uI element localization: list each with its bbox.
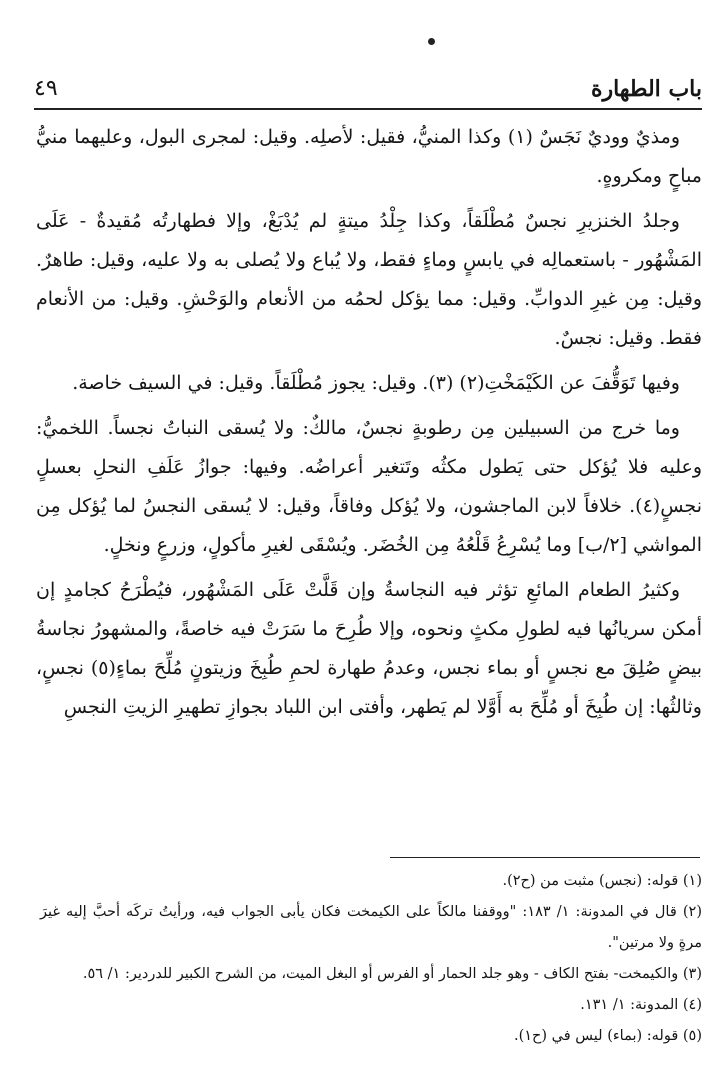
- footnote: (٥) قوله: (بماء) ليس في (ح١).: [513, 1028, 702, 1044]
- page-header: [34, 74, 702, 110]
- paragraph: ومذيٌ ووديٌ نَجَسٌ (١) وكذا المنيُّ، فقيل: لأصلِه. وقيل: لمجرى البول، وعليهما منيُّ مباحٍ ومكروهٍ.: [36, 126, 702, 187]
- paragraph: وما خرج من السبيلين مِن رطوبةٍ نجسٌ، مالكٌ: ولا يُسقى النباتُ نجساً. اللخميُّ: وعليه فلا يُؤكل حتى يَطول مكثُه وتَتغير أعراضُه. وفيها: جوازُ عَلَفِ النحلِ بعسلٍ نجسٍ(٤). خلافاً لابن الماجشون، ولا يُؤكل وفاقاً، وقيل: لا يُسقى النجسُ لما يُؤكل مِن المواشي [٢/ب] وما يُسْرِعُ قَلْعُهُ مِن الخُضَر. ويُسْقَى لغيرِ مأكولٍ، وزرعٍ ونخلٍ.: [36, 417, 702, 556]
- footnote: (٣) والكيمخت- بفتح الكاف - وهو جلد الحمار أو الفرس أو البغل الميت، من الشرح الكبير للدردير: ١/ ٥٦.: [82, 966, 702, 982]
- footnote: (١) قوله: (نجس) مثبت من (ح٢).: [502, 873, 702, 889]
- footnote: (٤) المدونة: ١/ ١٣١.: [580, 997, 702, 1013]
- paragraph: وكثيرُ الطعام المائعِ تؤثر فيه النجاسةُ وإن قَلَّتْ عَلَى المَشْهُور، فيُطْرَحُ كجامدٍ إن أمكن سريانُها فيه لطولِ مكثٍ ونحوه، وإلا طُرِحَ ما سَرَتْ فيه خاصةً، والمشهورُ نجاسةُ بيضٍ صُلِقَ مع نجسٍ أو بماء نجس، وعدمُ طهارة لحمِ طُبِخَ وزيتونٍ مُلِّحَ بماءٍ(٥) نجسٍ، وثالثُها: إن طُبِخَ أو مُلِّحَ به أَوَّلا لم يَطهر، وأفتى ابن اللباد بجوازِ تطهيرِ الزيتِ النجسِ: [36, 579, 702, 718]
- footnote-divider: [390, 857, 700, 858]
- footnote: (٢) قال في المدونة: ١/ ١٨٣: "ووقفنا مالكاً على الكيمخت فكان يأبى الجواب فيه، ورأيتُ تركَه أحبَّ إليه غيرَ مرةٍ ولا مرتين".: [40, 904, 702, 951]
- running-title: باب الطهارة: [590, 76, 702, 102]
- footnotes: [40, 866, 702, 1052]
- page-number: ٤٩: [34, 76, 58, 101]
- main-text: [36, 118, 702, 733]
- paragraph: وجلدُ الخنزيرِ نجسٌ مُطْلَقاً، وكذا جِلْدُ ميتةٍ لم يُدْبَغْ، وإلا فطهارتُه مُقيدةٌ - عَلَى المَشْهُور - باستعمالِه في يابسٍ وماءٍ فقط، ولا يُباع ولا يُصلى به ولا عليه، وقيل: طاهرٌ. وقيل: مِن غيرِ الدوابِّ. وقيل: مما يؤكل لحمُه من الأنعام والوَحْشِ. وقيل: من الأنعام فقط. وقيل: نجسٌ.: [36, 210, 702, 349]
- paragraph: وفيها تَوَقُّفَ عن الكَيْمَخْتِ(٢) (٣). وقيل: يجوز مُطْلَقاً. وقيل: في السيف خاصة.: [72, 372, 680, 394]
- top-dot-mark: [428, 38, 435, 45]
